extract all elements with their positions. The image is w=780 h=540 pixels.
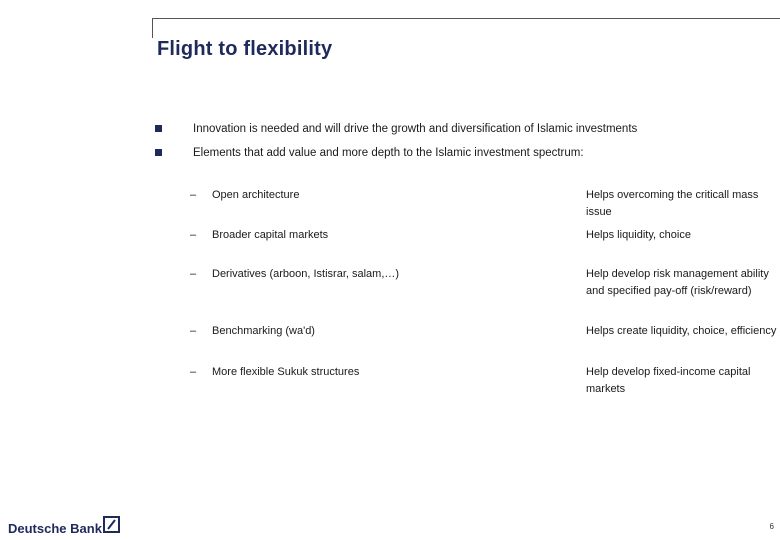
page-number: 6 xyxy=(769,522,774,531)
item-benefit: Help develop risk management ability and specified pay-off (risk/reward) xyxy=(586,268,769,297)
deutsche-bank-logo-icon xyxy=(103,516,120,533)
item-benefit: Helps create liquidity, choice, efficiency xyxy=(586,325,777,337)
item-label: Derivatives (arboon, Istisrar, salam,…) xyxy=(212,268,400,280)
top-rule xyxy=(152,18,780,19)
dash-marker: – xyxy=(190,189,197,201)
dash-marker: – xyxy=(190,268,197,280)
dash-marker: – xyxy=(190,229,197,241)
dash-marker: – xyxy=(190,366,197,378)
item-label: Open architecture xyxy=(212,189,300,201)
item-benefit: Helps overcoming the criticall mass issue xyxy=(586,189,759,218)
square-bullet-icon xyxy=(155,149,162,156)
left-rule xyxy=(152,18,153,38)
square-bullet-icon xyxy=(155,125,162,132)
slash-icon xyxy=(105,518,118,531)
brand-name: Deutsche Bank xyxy=(8,521,102,536)
bullet-text: Elements that add value and more depth to the Islamic investment spectrum: xyxy=(193,147,584,159)
item-benefit: Helps liquidity, choice xyxy=(586,229,691,241)
item-benefit: Help develop fixed-income capital markets xyxy=(586,366,751,395)
slide-title: Flight to flexibility xyxy=(157,38,333,60)
bullet-text: Innovation is needed and will drive the growth and diversification of Islamic investments xyxy=(193,123,638,135)
item-label: Benchmarking (wa'd) xyxy=(212,325,315,337)
item-label: More flexible Sukuk structures xyxy=(212,366,360,378)
item-label: Broader capital markets xyxy=(212,229,329,241)
dash-marker: – xyxy=(190,325,197,337)
